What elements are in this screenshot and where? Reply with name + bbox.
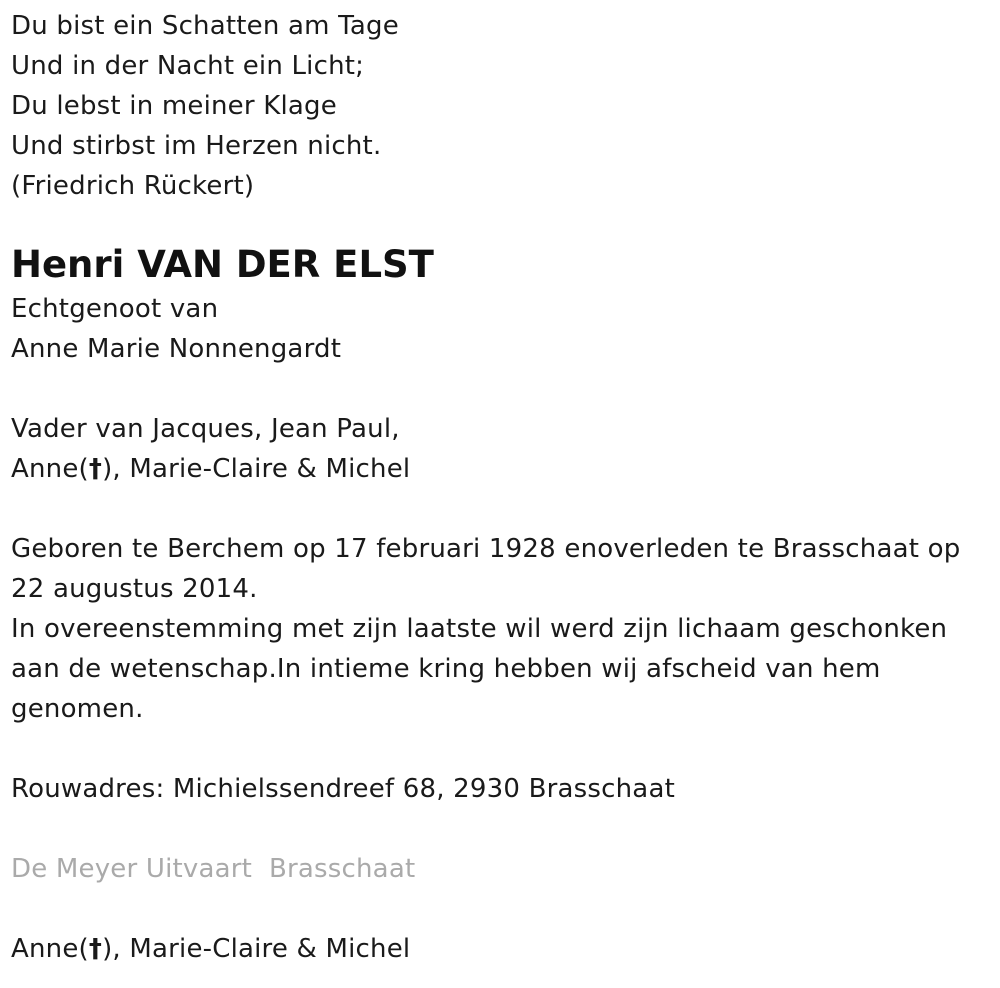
poem-line: Und in der Nacht ein Licht;: [11, 51, 365, 81]
funeral-home: De Meyer Uitvaart Brasschaat: [11, 854, 416, 884]
obituary-notice: [11, 6, 986, 969]
poem-line: Und stirbst im Herzen nicht.: [11, 131, 382, 161]
birth-death-paragraph: Geboren te Berchem op 17 februari 1928 enoverleden te Brasschaat op 22 augustus 2014.: [11, 534, 961, 604]
poem-author: (Friedrich Rückert): [11, 171, 255, 201]
mourning-address: Rouwadres: Michielssendreef 68, 2930 Brasschaat: [11, 774, 675, 804]
poem: [11, 6, 986, 206]
donation-paragraph: In overeenstemming met zijn laatste wil werd zijn lichaam geschonken aan de wetenschap.In intieme kring hebben wij afscheid van hem genomen.: [11, 614, 948, 724]
children-prefix: Anne(: [11, 454, 89, 484]
footer-suffix: ), Marie-Claire & Michel: [102, 934, 411, 964]
children-line-2: [11, 449, 986, 489]
spacer: [11, 729, 986, 769]
spacer: [11, 809, 986, 849]
spouse-intro: Echtgenoot van: [11, 294, 219, 324]
footer-prefix: Anne(: [11, 934, 89, 964]
cross-icon: †: [88, 934, 103, 964]
spacer: [11, 889, 986, 929]
poem-line: Du lebst in meiner Klage: [11, 91, 337, 121]
children-suffix: ), Marie-Claire & Michel: [102, 454, 411, 484]
poem-line: Du bist ein Schatten am Tage: [11, 11, 399, 41]
deceased-name: Henri VAN DER ELST: [11, 243, 434, 286]
spacer: [11, 489, 986, 529]
footer-children-line: [11, 929, 986, 969]
spouse-name: Anne Marie Nonnengardt: [11, 334, 342, 364]
spacer: [11, 369, 986, 409]
cross-icon: †: [88, 454, 103, 484]
children-line-1: Vader van Jacques, Jean Paul,: [11, 414, 400, 444]
